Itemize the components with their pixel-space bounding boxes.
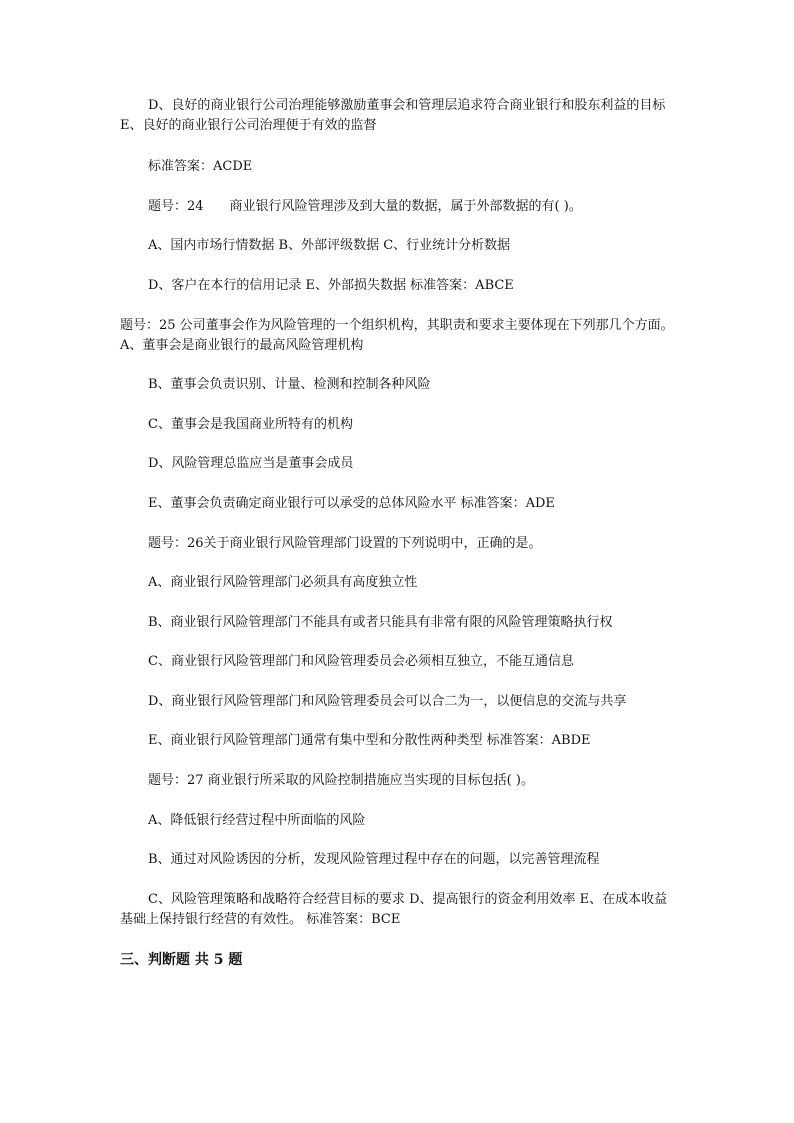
- answer-option-a-q27: A、降低银行经营过程中所面临的风险: [148, 813, 366, 828]
- question-25: 题号：25 公司董事会作为风险管理的一个组织机构，其职责和要求主要体现在下列那几个方面。A、董事会是商业银行的最高风险管理机构: [120, 318, 674, 353]
- question-27: 题号：27 商业银行所采取的风险控制措施应当实现的目标包括( )。: [148, 773, 534, 788]
- answer-option-e-q25: E、董事会负责确定商业银行可以承受的总体风险水平 标准答案：ADE: [148, 496, 555, 511]
- answer-options-a-c-q24: A、国内市场行情数据 B、外部评级数据 C、行业统计分析数据: [148, 238, 511, 253]
- answer-option-d-e-q23: D、良好的商业银行公司治理能够激励董事会和管理层追求符合商业银行和股东利益的目标 E、良好的商业银行公司治理便于有效的监督: [120, 98, 666, 133]
- question-24: [120, 197, 680, 217]
- section-heading: 三、判断题 共 5 题: [120, 952, 243, 968]
- answer-option-c-q25: C、董事会是我国商业所特有的机构: [148, 417, 353, 432]
- answer-option-c-q26: C、商业银行风险管理部门和风险管理委员会必须相互独立，不能互通信息: [148, 654, 574, 669]
- answer-option-d-q25: D、风险管理总监应当是董事会成员: [148, 456, 354, 471]
- standard-answer-q23: 标准答案：ACDE: [148, 159, 253, 174]
- answer-option-e-q26: E、商业银行风险管理部门通常有集中型和分散性两种类型 标准答案：ABDE: [148, 733, 591, 748]
- answer-options-c-e-q27: C、风险管理策略和战略符合经营目标的要求 D、提高银行的资金利用效率 E、在成本收益基础上保持银行经营的有效性。 标准答案：BCE: [120, 892, 668, 927]
- answer-option-a-q26: A、商业银行风险管理部门必须具有高度独立性: [148, 575, 418, 590]
- answer-option-b-q27: B、通过对风险诱因的分析，发现风险管理过程中存在的问题，以完善管理流程: [148, 852, 600, 867]
- answer-options-d-e-q24: D、客户在本行的信用记录 E、外部损失数据 标准答案：ABCE: [148, 278, 514, 293]
- question-26: 题号：26关于商业银行风险管理部门设置的下列说明中，正确的是。: [148, 536, 542, 551]
- answer-option-b-q25: B、董事会负责识别、计量、检测和控制各种风险: [148, 377, 431, 392]
- question-text: 商业银行风险管理涉及到大量的数据，属于外部数据的有( )。: [229, 199, 582, 214]
- question-number: 题号：24: [148, 199, 204, 214]
- answer-option-d-q26: D、商业银行风险管理部门和风险管理委员会可以合二为一，以便信息的交流与共享: [148, 694, 627, 709]
- answer-option-b-q26: B、商业银行风险管理部门不能具有或者只能具有非常有限的风险管理策略执行权: [148, 615, 613, 630]
